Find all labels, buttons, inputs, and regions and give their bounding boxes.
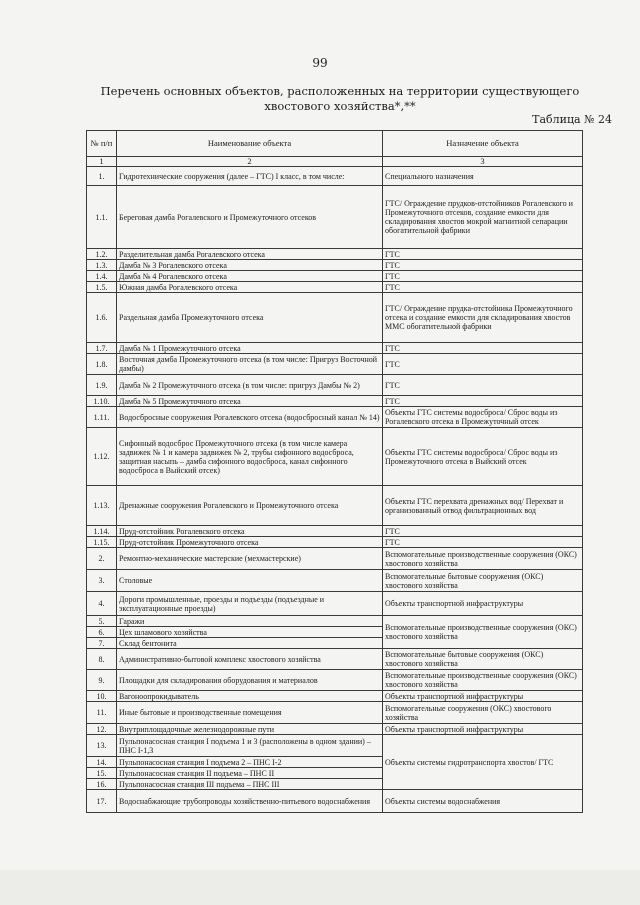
row-num: 1.15.: [87, 537, 117, 548]
row-num: 7.: [87, 638, 117, 649]
table-row: [87, 526, 583, 537]
row-purpose: Вспомогательные бытовые сооружения (ОКС) хвостового хозяйства: [383, 649, 583, 670]
colnum-2: 2: [117, 157, 383, 167]
table-row: [87, 375, 583, 396]
row-num: 1.: [87, 167, 117, 186]
row-purpose: Объекты транспортной инфраструктуры: [383, 724, 583, 735]
row-num: 1.12.: [87, 428, 117, 486]
row-num: 6.: [87, 627, 117, 638]
row-name: Дамба № 1 Промежуточного отсека: [117, 343, 383, 354]
row-name: Цех шламового хозяйства: [117, 627, 383, 638]
row-name: Иные бытовые и производственные помещения: [117, 702, 383, 724]
row-name: Южная дамба Рогалевского отсека: [117, 282, 383, 293]
row-name: Гидротехнические сооружения (далее – ГТС) I класс, в том числе:: [117, 167, 383, 186]
row-num: 1.10.: [87, 396, 117, 407]
page-bottom-shadow: [0, 870, 640, 905]
table-row: [87, 790, 583, 813]
row-name: Дамба № 5 Промежуточного отсека: [117, 396, 383, 407]
row-name: Пульпонасосная станция II подъема – ПНС II: [117, 768, 383, 779]
row-name: Пульпонасосная станция I подъема 2 – ПНС I-2: [117, 757, 383, 768]
table-row: [87, 271, 583, 282]
header-purpose: Назначение объекта: [383, 131, 583, 157]
row-name: Административно-бытовой комплекс хвостового хозяйства: [117, 649, 383, 670]
row-purpose: Объекты ГТС перехвата дренажных вод/ Перехват и организованный отвод фильтрационных вод: [383, 486, 583, 526]
row-num: 1.7.: [87, 343, 117, 354]
row-purpose: Вспомогательные сооружения (ОКС) хвостового хозяйства: [383, 702, 583, 724]
row-num: 15.: [87, 768, 117, 779]
row-num: 17.: [87, 790, 117, 813]
row-name: Столовые: [117, 570, 383, 592]
table-row: [87, 486, 583, 526]
document-title: [0, 84, 640, 114]
row-num: 9.: [87, 670, 117, 691]
table-row: [87, 293, 583, 343]
table-row: [87, 548, 583, 570]
row-purpose: Вспомогательные производственные сооружения (ОКС) хвостового хозяйства: [383, 616, 583, 649]
row-num: 1.4.: [87, 271, 117, 282]
table-row: [87, 691, 583, 702]
row-name: Дамба № 3 Рогалевского отсека: [117, 260, 383, 271]
row-num: 1.11.: [87, 407, 117, 428]
row-purpose: Объекты транспортной инфраструктуры: [383, 592, 583, 616]
column-number-row: [87, 157, 583, 167]
table-row: [87, 167, 583, 186]
row-purpose: ГТС: [383, 343, 583, 354]
row-name: Восточная дамба Промежуточного отсека (в том числе: Пригруз Восточной дамбы): [117, 354, 383, 375]
row-name: Береговая дамба Рогалевского и Промежуточного отсеков: [117, 186, 383, 249]
colnum-3: 3: [383, 157, 583, 167]
row-purpose: ГТС: [383, 526, 583, 537]
row-num: 16.: [87, 779, 117, 790]
row-name: Разделительная дамба Рогалевского отсека: [117, 249, 383, 260]
row-num: 11.: [87, 702, 117, 724]
row-name: Сифонный водосброс Промежуточного отсека (в том числе камера задвижек № 1 и камера задвижек № 2, трубы сифонного водосброса, защитная насыпь – дамба сифонного водосброса, канал сифонного водосброса в Выйский отсек): [117, 428, 383, 486]
table-row: [87, 343, 583, 354]
row-num: 12.: [87, 724, 117, 735]
row-purpose: ГТС: [383, 375, 583, 396]
row-purpose: Вспомогательные бытовые сооружения (ОКС) хвостового хозяйства: [383, 570, 583, 592]
row-purpose: Объекты системы гидротранспорта хвостов/ ГТС: [383, 735, 583, 790]
row-purpose: ГТС/ Ограждение прудков-отстойников Рогалевского и Промежуточного отсеков, создание емкости для складирования хвостов мокрой магнитной сепарации обогатительной фабрики: [383, 186, 583, 249]
table-row: [87, 649, 583, 670]
colnum-1: 1: [87, 157, 117, 167]
table-header-row: [87, 131, 583, 157]
row-num: 1.9.: [87, 375, 117, 396]
table-row: [87, 249, 583, 260]
row-name: Площадки для складирования оборудования и материалов: [117, 670, 383, 691]
row-name: Ремонтно-механические мастерские (мехмастерские): [117, 548, 383, 570]
row-purpose: Объекты системы водоснабжения: [383, 790, 583, 813]
row-name: Дороги промышленные, проезды и подъезды (подъездные и эксплуатационные проезды): [117, 592, 383, 616]
row-name: Дренажные сооружения Рогалевского и Промежуточного отсека: [117, 486, 383, 526]
row-num: 10.: [87, 691, 117, 702]
row-name: Внутриплощадочные железнодорожные пути: [117, 724, 383, 735]
table-row: [87, 670, 583, 691]
title-line-1: Перечень основных объектов, расположенных на территории существующего: [100, 84, 580, 98]
table-label: Таблица № 24: [532, 113, 612, 126]
row-num: 3.: [87, 570, 117, 592]
table-row: [87, 407, 583, 428]
table-row: [87, 570, 583, 592]
row-purpose: ГТС/ Ограждение прудка-отстойника Промежуточного отсека и создание емкости для складирования хвостов ММС обогатительной фабрики: [383, 293, 583, 343]
row-purpose: Специального назначения: [383, 167, 583, 186]
row-purpose: Вспомогательные производственные сооружения (ОКС) хвостового хозяйства: [383, 670, 583, 691]
table-row: [87, 724, 583, 735]
table-row: [87, 616, 583, 627]
row-num: 13.: [87, 735, 117, 757]
row-name: Склад бентонита: [117, 638, 383, 649]
row-name: Дамба № 4 Рогалевского отсека: [117, 271, 383, 282]
row-num: 1.3.: [87, 260, 117, 271]
table-row: [87, 354, 583, 375]
table-row: [87, 592, 583, 616]
row-name: Дамба № 2 Промежуточного отсека (в том числе: пригруз Дамбы № 2): [117, 375, 383, 396]
row-name: Водосбросные сооружения Рогалевского отсека (водосбросный канал № 14): [117, 407, 383, 428]
header-name: Наименование объекта: [117, 131, 383, 157]
row-num: 1.13.: [87, 486, 117, 526]
row-name: Вагоноопрокидыватель: [117, 691, 383, 702]
row-num: 1.6.: [87, 293, 117, 343]
row-purpose: Вспомогательные производственные сооружения (ОКС) хвостового хозяйства: [383, 548, 583, 570]
row-purpose: ГТС: [383, 282, 583, 293]
row-num: 1.1.: [87, 186, 117, 249]
row-name: Гаражи: [117, 616, 383, 627]
row-purpose: ГТС: [383, 537, 583, 548]
table-row: [87, 260, 583, 271]
row-name: Раздельная дамба Промежуточного отсека: [117, 293, 383, 343]
row-purpose: ГТС: [383, 271, 583, 282]
row-num: 2.: [87, 548, 117, 570]
table-row: [87, 186, 583, 249]
table-row: [87, 396, 583, 407]
row-name: Пульпонасосная станция III подъема – ПНС III: [117, 779, 383, 790]
row-num: 4.: [87, 592, 117, 616]
header-num: № п/п: [87, 131, 117, 157]
row-name: Пруд-отстойник Промежуточного отсека: [117, 537, 383, 548]
row-num: 5.: [87, 616, 117, 627]
table-row: [87, 428, 583, 486]
row-purpose: Объекты ГТС системы водосброса/ Сброс воды из Промежуточного отсека в Выйский отсек: [383, 428, 583, 486]
row-purpose: ГТС: [383, 396, 583, 407]
table-row: [87, 282, 583, 293]
row-name: Водоснабжающие трубопроводы хозяйственно-питьевого водоснабжения: [117, 790, 383, 813]
row-purpose: Объекты ГТС системы водосброса/ Сброс воды из Рогалевского отсека в Промежуточный отсек: [383, 407, 583, 428]
row-num: 14.: [87, 757, 117, 768]
row-purpose: Объекты транспортной инфраструктуры: [383, 691, 583, 702]
title-line-2: хвостового хозяйства*,**: [264, 99, 416, 113]
row-num: 1.5.: [87, 282, 117, 293]
row-num: 1.2.: [87, 249, 117, 260]
row-num: 1.14.: [87, 526, 117, 537]
page-number: 99: [312, 56, 328, 70]
row-name: Пульпонасосная станция I подъема 1 и 3 (расположены в одном здании) – ПНС I-1,3: [117, 735, 383, 757]
table-row: [87, 702, 583, 724]
row-purpose: ГТС: [383, 354, 583, 375]
table-row: [87, 735, 583, 757]
table-row: [87, 537, 583, 548]
row-num: 1.8.: [87, 354, 117, 375]
row-num: 8.: [87, 649, 117, 670]
row-purpose: ГТС: [383, 249, 583, 260]
row-name: Пруд-отстойник Рогалевского отсека: [117, 526, 383, 537]
row-purpose: ГТС: [383, 260, 583, 271]
objects-table: [86, 130, 583, 813]
